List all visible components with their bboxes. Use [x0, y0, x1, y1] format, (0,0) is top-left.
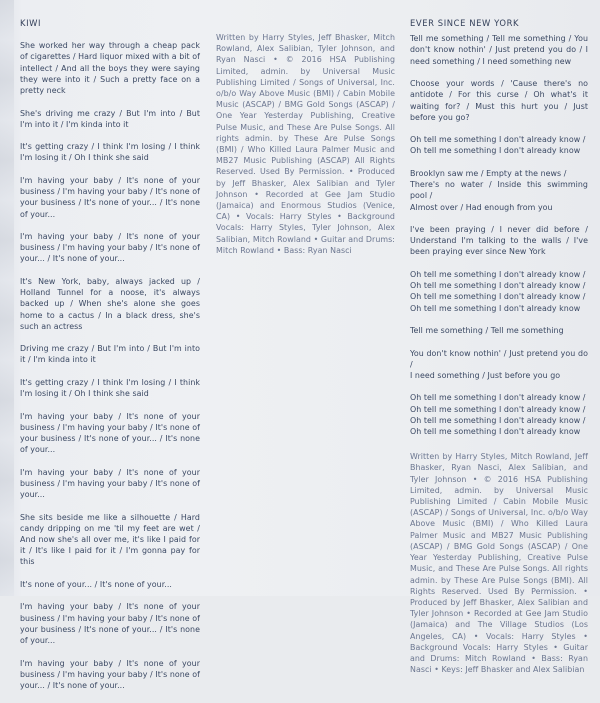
lyric-verse: I'm having your baby / It's none of your business / I'm having your baby / It's none of your... / It's none of your...	[20, 232, 200, 264]
lyric-line: Tell me something / Tell me something	[410, 326, 564, 336]
lyric-line: Brooklyn saw me / Empty at the news /	[410, 168, 567, 178]
song-title-ever-since-new-york: EVER SINCE NEW YORK	[410, 18, 520, 28]
song-credits-kiwi: Written by Harry Styles, Jeff Bhasker, Mitch Rowland, Alex Salibian, Tyler Johnson, and Ryan Nasci • © 2016 HSA Publishing Limited, admin. by Universal Music Publishing Limited / Songs of Universal, Inc. o/b/o Way Above Music (BMI) / Cabin Mobile Music (ASCAP) / BMG Gold Songs (ASCAP) / One Year Yesterday Publishing, Creative Pulse Music, and These Are Pulse Songs. All rights admin. by These Are Pulse Songs (BMI) / Who Killed Laura Palmer Music and MB27 Music Publishing (ASCAP) All Rights Reserved. Used By Permission. • Produced by Jeff Bhasker, Alex Salibian and Tyler Johnson • Recorded at Gee Jam Studio (Jamaica) and Enormous Studios (Venice, CA) • Vocals: Harry Styles • Background Vocals: Harry Styles, Tyler Johnson, Alex Salibian, Mitch Rowland • Guitar and Drums: Mitch Rowland • Bass: Ryan Nasci	[216, 33, 395, 255]
ever-since-new-york-column	[410, 18, 588, 687]
lyric-verse: I'm having your baby / It's none of your business / I'm having your baby / It's none of your business / It's none of your... / It's none of your...	[20, 602, 200, 646]
lyric-verse: She worked her way through a cheap pack of cigarettes / Hard liquor mixed with a bit of intellect / And all the boys they were saying they were into it / Such a pretty face on a pretty neck	[20, 41, 200, 96]
lyric-verse: It's getting crazy / I think I'm losing / I think I'm losing it / Oh I think she said	[20, 377, 200, 399]
lyric-verse	[410, 134, 588, 156]
lyric-verse: Driving me crazy / But I'm into / But I'm into it / I'm kinda into it	[20, 344, 200, 365]
lyric-line: I need something / Just before you go	[410, 370, 561, 380]
lyric-line: Oh tell me something I don't already know	[410, 303, 581, 313]
lyric-verse	[410, 392, 588, 437]
lyric-verse: It's none of your... / It's none of your...	[20, 579, 172, 589]
lyric-verse: It's getting crazy / I think I'm losing / I think I'm losing it / Oh I think she said	[20, 142, 200, 163]
page-fold-shadow	[0, 0, 14, 596]
lyric-verse	[410, 33, 588, 67]
lyric-line: You don't know nothin' / Just pretend you do /	[410, 348, 588, 369]
song-credits-ever-since-new-york: Written by Harry Styles, Mitch Rowland, Jeff Bhasker, Ryan Nasci, Alex Salibian, and Tyler Johnson • © 2016 HSA Publishing Limited, admin. by Universal Music Publishing Limited / Cabin Mobile Music (ASCAP) / Songs of Universal, Inc. o/b/o Way Above Music (BMI) / Who Killed Laura Palmer Music and MB27 Music Publishing (ASCAP) / BMG Gold Songs (ASCAP) / One Year Yesterday Publishing, Creative Pulse Music, and These Are Pulse Songs. All rights admin. by These Are Pulse Songs (BMI). All Rights Reserved. Used By Permission. • Produced by Jeff Bhasker, Alex Salibian and Tyler Johnson • Recorded at Gee Jam Studio (Jamaica) and The Village Studios (Los Angeles, CA) • Vocals: Harry Styles • Background Vocals: Harry Styles • Guitar and Drums: Mitch Rowland • Bass: Ryan Nasci • Keys: Jeff Bhasker and Alex Salibian	[410, 452, 588, 675]
lyric-verse: I'm having your baby / It's none of your business / I'm having your baby / It's none of your...	[20, 467, 200, 500]
lyric-line: Oh tell me something I don't already know	[410, 146, 581, 156]
lyric-verse: I'm having your baby / It's none of your business / I'm having your baby / It's none of your... / It's none of your...	[20, 658, 200, 690]
lyric-line: Oh tell me something I don't already know /	[410, 393, 586, 403]
lyric-line: Oh tell me something I don't already know /	[410, 135, 586, 145]
lyric-verse: I'm having your baby / It's none of your business / I'm having your baby / It's none of your business / It's none of your... / It's none of your...	[20, 175, 200, 219]
lyric-line: Oh tell me something I don't already know	[410, 427, 581, 437]
lyric-line: Oh tell me something I don't already know /	[410, 404, 586, 414]
kiwi-credits-column	[216, 32, 395, 267]
lyric-line: Tell me something / Tell me something / You don't know nothin' / Just pretend you do / I need something / I need something new	[410, 34, 588, 66]
lyric-line: Almost over / Had enough from you	[410, 202, 553, 212]
lyric-verse: She sits beside me like a silhouette / Hard candy dripping on me 'til my feet are wet / And now she's all over me, it's like I paid for it / It's like I paid for it / I'm gonna pay for this	[20, 512, 200, 567]
lyric-verse: She's driving me crazy / But I'm into / But I'm into it / I'm kinda into it	[20, 108, 200, 129]
lyric-line: Oh tell me something I don't already know /	[410, 281, 586, 291]
lyric-line: There's no water / Inside this swimming pool /	[410, 180, 588, 201]
lyric-line: Choose your words / 'Cause there's no antidote / For this curse / Oh what's it waiting for? / Must this hurt you / Just before you go?	[410, 79, 588, 122]
lyric-line: I've been praying / I never did before / Understand I'm talking to the walls / I've been praying ever since New York	[410, 225, 588, 257]
lyric-line: Oh tell me something I don't already know /	[410, 415, 586, 425]
lyric-verse	[410, 168, 588, 213]
lyric-verse	[410, 269, 588, 314]
lyric-verse: I'm having your baby / It's none of your business / I'm having your baby / It's none of your business / It's none of your... / It's none of your...	[20, 411, 200, 455]
kiwi-lyrics-column	[20, 18, 200, 703]
lyric-line: Oh tell me something I don't already know /	[410, 292, 586, 302]
song-title-kiwi: KIWI	[20, 18, 42, 28]
lyric-verse	[410, 78, 588, 123]
lyric-verse: It's New York, baby, always jacked up / Holland Tunnel for a noose, it's always backed up / When she's alone she goes home to a cactus / In a black dress, she's such an actress	[20, 276, 200, 331]
lyric-verse	[410, 348, 588, 382]
lyric-verse	[410, 224, 588, 258]
lyric-verse	[410, 325, 588, 336]
lyric-line: Oh tell me something I don't already know /	[410, 269, 586, 279]
